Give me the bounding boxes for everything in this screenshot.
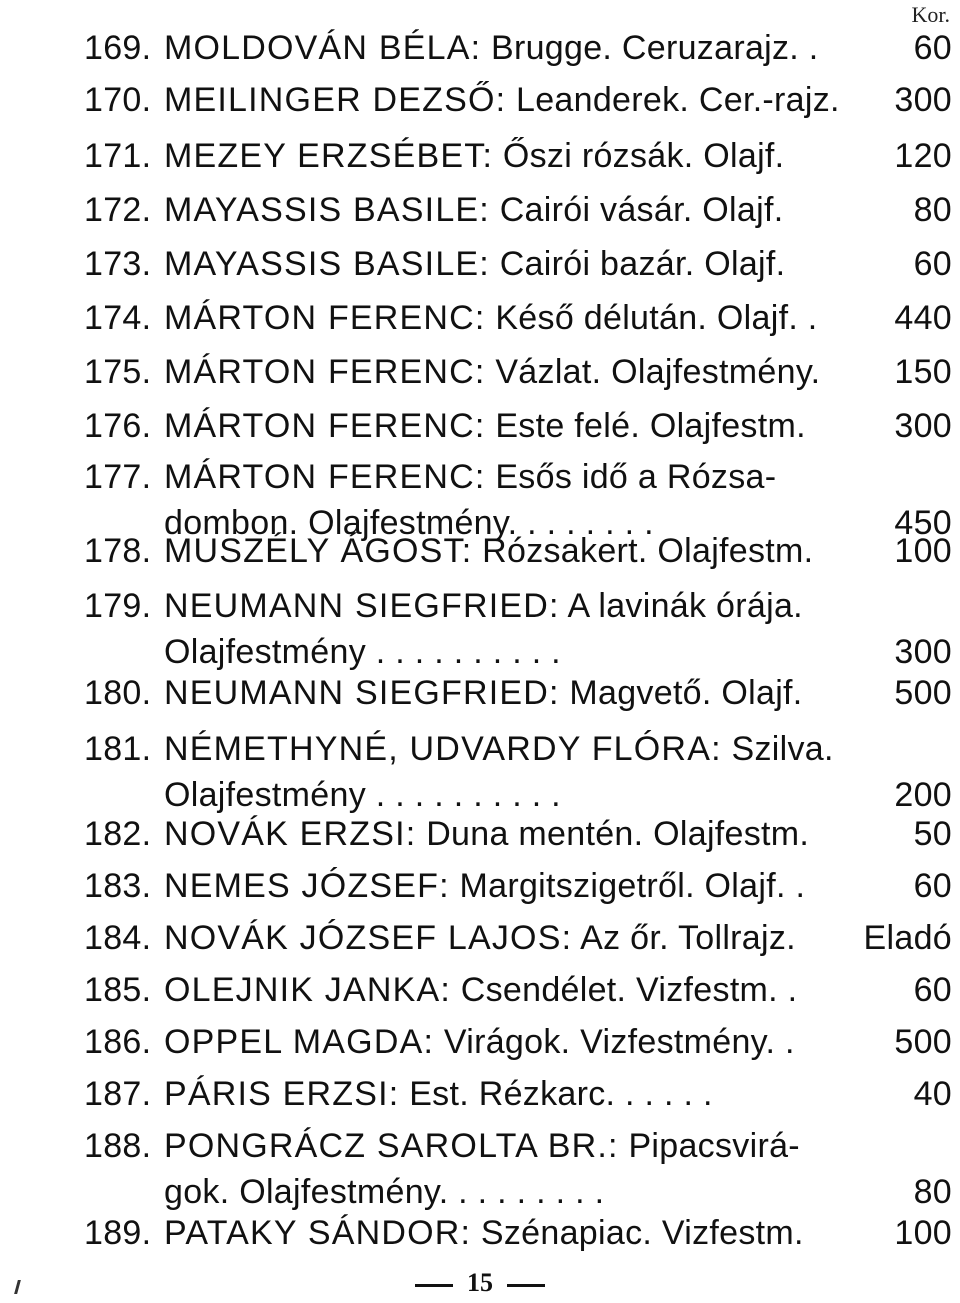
artist-name: MAYASSIS BASILE: — [164, 191, 490, 229]
entry-line — [164, 1019, 854, 1065]
entry-line — [164, 1210, 854, 1256]
entry-line — [164, 349, 854, 395]
entry-text — [164, 25, 854, 71]
entry-text — [164, 1123, 854, 1215]
artist-name: MÁRTON FERENC: — [164, 353, 486, 391]
entry-text — [164, 670, 854, 716]
entry-price: 60 — [913, 867, 952, 905]
entry-text — [164, 915, 854, 961]
entry-line — [164, 403, 854, 449]
entry-number: 176. — [84, 407, 152, 445]
entry-text — [164, 811, 854, 857]
entry-text — [164, 241, 854, 287]
work-title: Cairói bazár. Olajf. — [499, 245, 786, 283]
work-title: dombon. Olajfestmény. . . . . . . . — [164, 504, 654, 542]
work-title: Virágok. Vizfestmény. . — [443, 1023, 795, 1061]
work-title: Duna mentén. Olajfestm. — [426, 815, 810, 853]
entry-line — [164, 726, 854, 772]
entry-line — [164, 967, 854, 1013]
entry-price: 80 — [913, 1173, 952, 1211]
entry-number: 182. — [84, 815, 152, 853]
price-column-header: Kor. — [911, 2, 950, 27]
artist-name: MOLDOVÁN BÉLA: — [164, 29, 482, 67]
artist-name: OPPEL MAGDA: — [164, 1023, 435, 1061]
entry-text — [164, 187, 854, 233]
entry-number: 185. — [84, 971, 152, 1009]
artist-name: MAYASSIS BASILE: — [164, 245, 490, 283]
entry-price: 60 — [913, 245, 952, 283]
entry-text — [164, 403, 854, 449]
entry-number: 169. — [84, 29, 152, 67]
entry-number: 178. — [84, 532, 152, 570]
work-title: Este felé. Olajfestm. — [495, 407, 806, 445]
artist-name: MÁRTON FERENC: — [164, 407, 486, 445]
entry-line — [164, 1169, 854, 1215]
work-title: Cairói vásár. Olajf. — [499, 191, 784, 229]
entry-price: 80 — [913, 191, 952, 229]
work-title: Magvető. Olajf. — [569, 674, 803, 712]
entry-price: 300 — [894, 633, 952, 671]
entry-text — [164, 528, 854, 574]
entry-number: 179. — [84, 587, 152, 625]
work-title: Pipacsvirá- — [628, 1127, 800, 1165]
work-title: Az őr. Tollrajz. — [580, 919, 796, 957]
work-title: Szénapiac. Vizfestm. — [480, 1214, 804, 1252]
entry-price: 440 — [894, 299, 952, 337]
entry-price: Eladó — [863, 919, 952, 957]
work-title: Őszi rózsák. Olajf. — [502, 137, 785, 175]
entry-price: 60 — [913, 971, 952, 1009]
entry-price: 300 — [894, 407, 952, 445]
entry-price: 300 — [894, 81, 952, 119]
artist-name: NEUMANN SIEGFRIED: — [164, 674, 560, 712]
entry-line — [164, 811, 854, 857]
work-title: Est. Rézkarc. . . . . . — [409, 1075, 713, 1113]
entry-line — [164, 528, 854, 574]
work-title: Olajfestmény . . . . . . . . . . — [164, 776, 561, 814]
entry-number: 173. — [84, 245, 152, 283]
entry-line — [164, 1123, 854, 1169]
entry-line — [164, 454, 854, 500]
artist-name: NEMES JÓZSEF: — [164, 867, 450, 905]
entry-number: 189. — [84, 1214, 152, 1252]
entry-line — [164, 1071, 854, 1117]
work-title: Késő délután. Olajf. . — [495, 299, 818, 337]
footer-dash-left — [415, 1284, 453, 1287]
entry-line — [164, 133, 854, 179]
artist-name: PÁRIS ERZSI: — [164, 1075, 400, 1113]
entry-number: 171. — [84, 137, 152, 175]
entry-line — [164, 915, 854, 961]
work-title: gok. Olajfestmény. . . . . . . . . — [164, 1173, 605, 1211]
artist-name: NÉMETHYNÉ, UDVARDY FLÓRA: — [164, 730, 722, 768]
entry-price: 50 — [913, 815, 952, 853]
entry-line — [164, 583, 854, 629]
entry-price: 100 — [894, 532, 952, 570]
work-title: A lavinák órája. — [567, 587, 803, 625]
entry-text — [164, 1071, 854, 1117]
page-footer — [0, 1268, 960, 1298]
entry-number: 174. — [84, 299, 152, 337]
work-title: Csendélet. Vizfestm. . — [460, 971, 798, 1009]
work-title: Margitszigetről. Olajf. . — [459, 867, 806, 905]
entry-text — [164, 583, 854, 675]
entry-line — [164, 187, 854, 233]
entry-text — [164, 295, 854, 341]
entry-line — [164, 863, 854, 909]
entry-text — [164, 1210, 854, 1256]
entry-text — [164, 133, 854, 179]
artist-name: MEILINGER DEZSŐ: — [164, 81, 507, 119]
artist-name: OLEJNIK JANKA: — [164, 971, 451, 1009]
entry-price: 200 — [894, 776, 952, 814]
entry-number: 175. — [84, 353, 152, 391]
work-title: Esős idő a Rózsa- — [495, 458, 777, 496]
entry-number: 184. — [84, 919, 152, 957]
entry-price: 100 — [894, 1214, 952, 1252]
entry-number: 186. — [84, 1023, 152, 1061]
entry-line — [164, 629, 854, 675]
entry-price: 150 — [894, 353, 952, 391]
entry-number: 180. — [84, 674, 152, 712]
artist-name: PONGRÁCZ SAROLTA BR.: — [164, 1127, 619, 1165]
artist-name: MÁRTON FERENC: — [164, 458, 486, 496]
entry-number: 188. — [84, 1127, 152, 1165]
entry-number: 187. — [84, 1075, 152, 1113]
entry-text — [164, 967, 854, 1013]
entry-text — [164, 863, 854, 909]
work-title: Olajfestmény . . . . . . . . . . — [164, 633, 561, 671]
artist-name: MEZEY ERZSÉBET: — [164, 137, 494, 175]
entry-line — [164, 241, 854, 287]
artist-name: NOVÁK ERZSI: — [164, 815, 417, 853]
artist-name: MUSZÉLY ÁGOST: — [164, 532, 473, 570]
entry-text — [164, 726, 854, 818]
work-title: Szilva. — [731, 730, 834, 768]
entry-line — [164, 77, 854, 123]
work-title: Rózsakert. Olajfestm. — [482, 532, 814, 570]
entry-price: 500 — [894, 674, 952, 712]
entry-number: 172. — [84, 191, 152, 229]
page-number: 15 — [467, 1268, 493, 1297]
entry-line — [164, 295, 854, 341]
footer-dash-right — [507, 1284, 545, 1287]
entry-line — [164, 670, 854, 716]
artist-name: PATAKY SÁNDOR: — [164, 1214, 472, 1252]
work-title: Leanderek. Cer.-rajz. — [516, 81, 840, 119]
entry-price: 450 — [894, 504, 952, 542]
entry-line — [164, 25, 854, 71]
entry-number: 177. — [84, 458, 152, 496]
entry-price: 120 — [894, 137, 952, 175]
entry-number: 183. — [84, 867, 152, 905]
entry-number: 181. — [84, 730, 152, 768]
artist-name: MÁRTON FERENC: — [164, 299, 486, 337]
work-title: Vázlat. Olajfestmény. — [495, 353, 821, 391]
entry-text — [164, 349, 854, 395]
entry-text — [164, 1019, 854, 1065]
entry-price: 40 — [913, 1075, 952, 1113]
entry-price: 60 — [913, 29, 952, 67]
entry-text — [164, 77, 854, 123]
work-title: Brugge. Ceruzarajz. . — [490, 29, 819, 67]
artist-name: NEUMANN SIEGFRIED: — [164, 587, 560, 625]
entry-number: 170. — [84, 81, 152, 119]
artist-name: NOVÁK JÓZSEF LAJOS: — [164, 919, 573, 957]
entry-price: 500 — [894, 1023, 952, 1061]
